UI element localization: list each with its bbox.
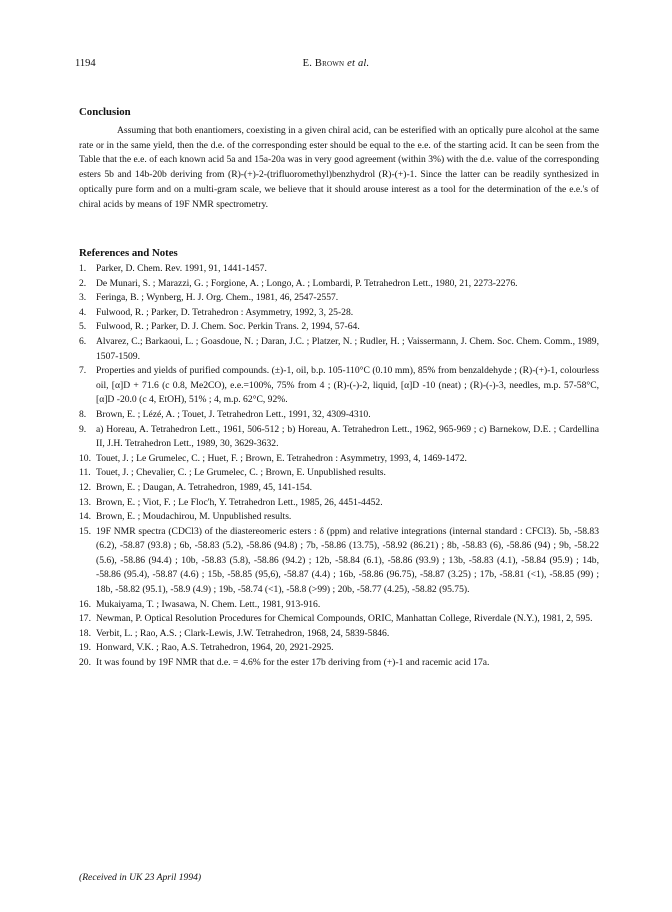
reference-item <box>79 262 599 277</box>
reference-text: Verbit, L. ; Rao, A.S. ; Clark-Lewis, J.W. Tetrahedron, 1968, 24, 5839-5846. <box>96 627 390 639</box>
reference-item <box>79 408 599 423</box>
reference-text: Mukaiyama, T. ; Iwasawa, N. Chem. Lett., 1981, 913-916. <box>96 598 321 610</box>
reference-item <box>79 452 599 467</box>
reference-item <box>79 306 599 321</box>
reference-item <box>79 641 599 656</box>
reference-number: 11. <box>79 467 91 479</box>
reference-number: 17. <box>79 613 91 625</box>
reference-number: 8. <box>79 408 87 420</box>
reference-item <box>79 466 599 481</box>
references-heading: References and Notes <box>79 247 178 259</box>
reference-item <box>79 320 599 335</box>
reference-item <box>79 598 599 613</box>
reference-text: Properties and yields of purified compounds. (±)-1, oil, b.p. 105-110°C (0.10 mm), 85% from benzaldehyde ; (R)-(+)-1, colourless oil, [α]D + 71.6 (c 0.8, Me2CO), e.e.=100%, 75% from 4 ; (R)-(-)-2, liquid, [α]D -10 (neat) ; (R)-(-)-3, needles, m.p. 57-58°C, [α]D -20.0 (c 4, EtOH), 51% ; 4, m.p. 62°C, 92%. <box>96 365 599 406</box>
reference-number: 15. <box>79 525 91 537</box>
reference-number: 16. <box>79 598 91 610</box>
reference-item <box>79 277 599 292</box>
reference-text: Brown, E. ; Lézé, A. ; Touet, J. Tetrahedron Lett., 1991, 32, 4309-4310. <box>96 408 371 420</box>
conclusion-paragraph <box>79 124 599 212</box>
reference-item <box>79 481 599 496</box>
reference-text: Parker, D. Chem. Rev. 1991, 91, 1441-1457. <box>96 263 267 274</box>
reference-number: 14. <box>79 511 91 523</box>
reference-number: 3. <box>79 292 87 304</box>
reference-number: 19. <box>79 642 91 654</box>
reference-text: Brown, E. ; Moudachirou, M. Unpublished results. <box>96 511 292 523</box>
conclusion-text: Assuming that both enantiomers, coexisting in a given chiral acid, can be esterified with an optically pure alcohol at the same rate or in the same yield, then the d.e. of the corresponding ester should be equal to the e.e. of the starting acid. It can be seen from the Table that the e.e. of each known acid 5a and 15a-20a was in very good agreement (within 3%) with the d.e. value of the corresponding esters 5b and 14b-20b deriving from (R)-(+)-2-(trifluoromethyl)benzhydrol (R)-(+)-1. Since the latter can be readily synthesized in optically pure form and on a multi-gram scale, we believe that it should arouse interest as a tool for the determination of the e.e.'s of chiral acids by means of 19F NMR spectrometry. <box>79 125 599 210</box>
reference-number: 13. <box>79 496 91 508</box>
references-list <box>79 262 599 671</box>
reference-text: Brown, E. ; Daugan, A. Tetrahedron, 1989, 45, 141-154. <box>96 481 313 493</box>
running-title: E. Brown et al. <box>302 58 370 69</box>
reference-text: It was found by 19F NMR that d.e. = 4.6% for the ester 17b deriving from (+)-1 and racemic acid 17a. <box>96 657 490 669</box>
reference-item <box>79 423 599 452</box>
reference-number: 12. <box>79 481 91 493</box>
reference-item <box>79 612 599 627</box>
reference-text: Fulwood, R. ; Parker, D. J. Chem. Soc. Perkin Trans. 2, 1994, 57-64. <box>96 321 360 333</box>
reference-text: De Munari, S. ; Marazzi, G. ; Forgione, A. ; Longo, A. ; Lombardi, P. Tetrahedron Lett., 1980, 21, 2273-2276. <box>96 277 518 289</box>
reference-number: 20. <box>79 657 91 669</box>
received-date: (Received in UK 23 April 1994) <box>79 872 202 883</box>
reference-text: a) Horeau, A. Tetrahedron Lett., 1961, 506-512 ; b) Horeau, A. Tetrahedron Lett., 1962, 965-969 ; c) Barnekow, D.E. ; Cardellina II, J.H. Tetrahedron Lett., 1989, 30, 3629-3632. <box>96 423 599 450</box>
reference-number: 4. <box>79 306 87 318</box>
reference-number: 7. <box>79 365 87 377</box>
reference-item <box>79 364 599 408</box>
reference-text: Fulwood, R. ; Parker, D. Tetrahedron : Asymmetry, 1992, 3, 25-28. <box>96 306 354 318</box>
reference-text: 19F NMR spectra (CDCl3) of the diastereomeric esters : δ (ppm) and relative integrations (internal standard : CFCl3). 5b, -58.83 (6.2), -58.87 (93.8) ; 6b, -58.83 (5.2), -58.86 (94.8) ; 7b, -58.86 (13.75), -58.92 (86.21) ; 8b, -58.83 (6), -58.86 (94) ; 9b, -58.22 (5.6), -58.86 (94.4) ; 10b, -58.83 (5.8), -58.86 (94.2) ; 12b, -58.84 (6.1), -58.86 (93.9) ; 13b, -58.83 (4.1), -58.84 (95.9) ; 14b, -58.86 (95.4), -58.87 (4.6) ; 15b, -58.85 (95,6), -58.87 (4.4) ; 16b, -58.86 (96.75), -58.87 (3.25) ; 17b, -58.81 (<1), -58.85 (99) ; 18b, -58.82 (95.1), -58.9 (4.9) ; 19b, -58.74 (<1), -58.8 (>99) ; 20b, -58.77 (4.25), -58.82 (95.75). <box>96 525 599 596</box>
reference-number: 10. <box>79 452 91 464</box>
page-number: 1194 <box>75 58 96 69</box>
reference-number: 1. <box>79 263 87 274</box>
reference-number: 18. <box>79 627 91 639</box>
reference-item <box>79 656 599 671</box>
reference-item <box>79 510 599 525</box>
reference-number: 5. <box>79 321 87 333</box>
reference-item <box>79 335 599 364</box>
reference-text: Brown, E. ; Viot, F. ; Le Floc'h, Y. Tetrahedron Lett., 1985, 26, 4451-4452. <box>96 496 383 508</box>
reference-text: Touet, J. ; Le Grumelec, C. ; Huet, F. ; Brown, E. Tetrahedron : Asymmetry, 1993, 4, 1469-1472. <box>96 452 467 464</box>
reference-text: Honward, V.K. ; Rao, A.S. Tetrahedron, 1964, 20, 2921-2925. <box>96 642 334 654</box>
page-header <box>0 58 672 72</box>
reference-item <box>79 496 599 511</box>
reference-number: 2. <box>79 277 87 289</box>
reference-number: 9. <box>79 423 87 435</box>
conclusion-heading: Conclusion <box>79 106 131 118</box>
reference-text: Feringa, B. ; Wynberg, H. J. Org. Chem., 1981, 46, 2547-2557. <box>96 292 339 304</box>
reference-item <box>79 627 599 642</box>
reference-number: 6. <box>79 335 87 347</box>
reference-item <box>79 525 599 598</box>
reference-item <box>79 291 599 306</box>
reference-text: Alvarez, C.; Barkaoui, L. ; Goasdoue, N. ; Daran, J.C. ; Platzer, N. ; Rudler, H. ; Vaissermann, J. Chem. Soc. Chem. Comm., 1989, 1507-1509. <box>96 335 599 362</box>
reference-text: Touet, J. ; Chevalier, C. ; Le Grumelec, C. ; Brown, E. Unpublished results. <box>96 467 386 479</box>
reference-text: Newman, P. Optical Resolution Procedures for Chemical Compounds, ORIC, Manhattan College, Riverdale (N.Y.), 1981, 2, 595. <box>96 613 593 625</box>
